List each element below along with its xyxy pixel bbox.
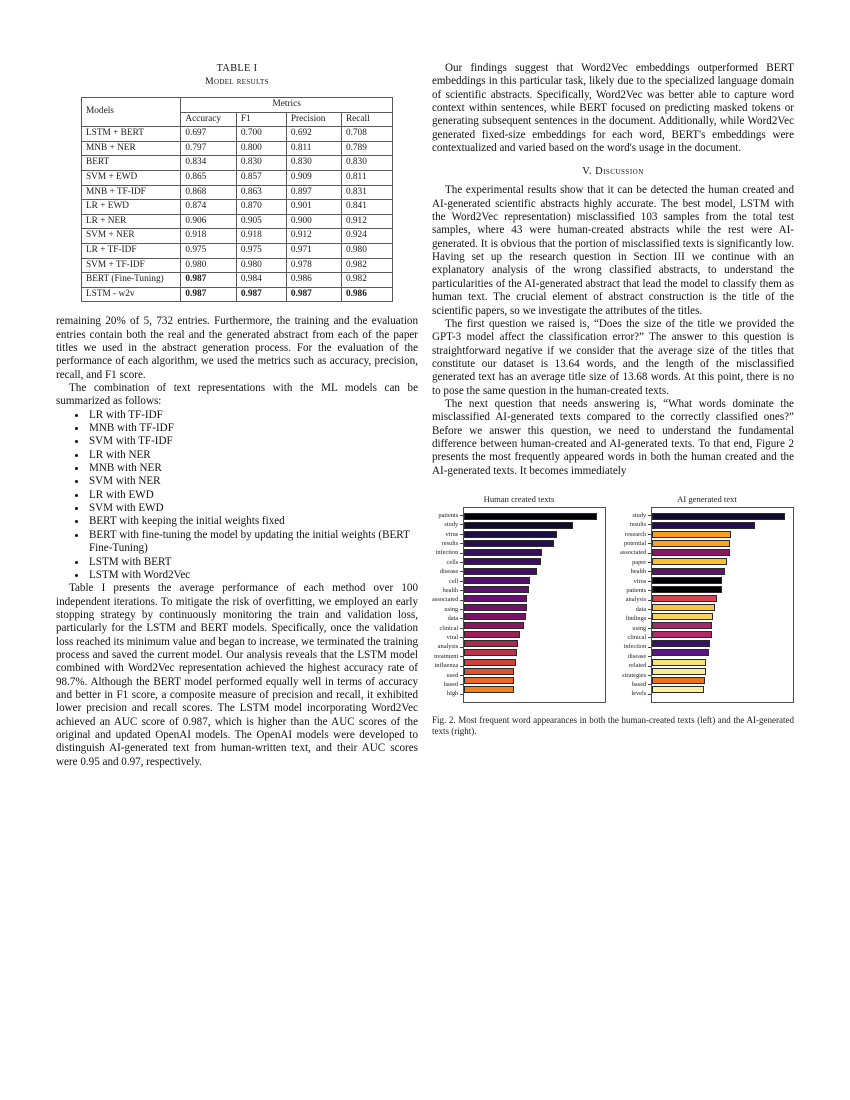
y-tick-label: paper [620,558,651,567]
section-heading-discussion: V. Discussion [582,166,644,178]
cell-recall: 0.811 [341,170,392,185]
bar-row [652,685,793,694]
bar [464,631,520,638]
y-tick-label: disease [620,652,651,661]
y-tick-label: infection [432,549,463,558]
y-tick-label: cells [432,558,463,567]
table-row [82,258,393,273]
bar [652,649,709,656]
list-item: • LR with NER [87,449,418,462]
bar [464,577,530,584]
right-paragraph-3: The first question we raised is, “Does the size of the title we provided the GPT-3 model affect the classification error?” The answer to this question is straightforward negative if we consider that the average size of the titles that constitute our dataset is 13.64 words, and the length of the misclassified generated text has an average title size of 13.68 words. At this point, there is no to pose the same question in the human-created texts. [432,317,794,397]
cell-accuracy: 0.987 [181,287,236,302]
table-row [82,185,393,200]
bar [652,686,704,693]
bar-row [464,648,605,657]
bar [652,577,722,584]
cell-precision: 0.900 [286,214,341,229]
bar-row [464,576,605,585]
y-tick-label: health [620,567,651,576]
bar [652,522,756,529]
cell-recall: 0.789 [341,141,392,156]
chart-human-created-texts [432,494,606,703]
bar-row [464,539,605,548]
bar [464,586,529,593]
table-number: TABLE I [216,63,258,74]
bar [464,668,514,675]
y-tick-label: analysis [432,643,463,652]
right-paragraph-1: Our findings suggest that Word2Vec embeddings outperformed BERT embeddings in this particular task, likely due to the specialized language domain of scientific abstracts. Specifically, Word2Vec was better able to capture word context within sentences, while BERT focused on predicting masked tokens or generating subsequent sentences in the document. Additionally, while Word2Vec generated fixed-size embeddings for each word, BERT's embeddings were contextualized and varied based on the word's usage in the document. [432,62,794,155]
bar [464,604,528,611]
cell-model: LR + NER [82,214,181,229]
bar [464,677,514,684]
y-tick-label: results [620,520,651,529]
y-tick-label: associated [432,596,463,605]
bar [464,540,554,547]
cell-accuracy: 0.987 [181,273,236,288]
cell-precision: 0.692 [286,127,341,142]
y-axis-labels-human [432,507,463,703]
cell-precision: 0.986 [286,273,341,288]
cell-f1: 0.905 [236,214,286,229]
left-paragraph-2: The combination of text representations with the ML models can be summarized as follows: [56,382,418,408]
cell-precision: 0.987 [286,287,341,302]
bar-row [464,557,605,566]
left-column [56,62,418,769]
bar [652,659,706,666]
chart-title-human: Human created texts [483,493,555,504]
table-head-row-1 [82,98,393,113]
bar-row [464,567,605,576]
y-tick-label: cell [432,577,463,586]
cell-f1: 0.987 [236,287,286,302]
cell-precision: 0.897 [286,185,341,200]
bar [464,640,518,647]
bar-row [464,630,605,639]
cell-f1: 0.800 [236,141,286,156]
table-row [82,200,393,215]
bar-row [652,530,793,539]
y-tick-label: analysis [620,596,651,605]
bar-row [652,630,793,639]
bar-row [464,594,605,603]
y-tick-label: strategies [620,671,651,680]
y-tick-label: data [620,605,651,614]
cell-model: BERT (Fine-Tuning) [82,273,181,288]
bar-row [652,676,793,685]
cell-accuracy: 0.906 [181,214,236,229]
cell-model: MNB + TF-IDF [82,185,181,200]
col-header-precision: Precision [286,112,341,127]
cell-f1: 0.857 [236,170,286,185]
bar-row [464,548,605,557]
col-header-metrics: Metrics [181,98,393,113]
col-header-accuracy: Accuracy [181,112,236,127]
y-tick-label: used [432,671,463,680]
y-tick-label: levels [620,690,651,699]
cell-f1: 0.870 [236,200,286,215]
table-row [82,273,393,288]
y-tick-label: based [432,680,463,689]
cell-model: SVM + NER [82,229,181,244]
list-item: • BERT with keeping the initial weights fixed [87,515,418,528]
y-tick-label: treatment [432,652,463,661]
y-tick-label: using [432,605,463,614]
bar-row [464,621,605,630]
cell-f1: 0.984 [236,273,286,288]
bar [652,568,725,575]
bar-row [652,521,793,530]
cell-f1: 0.863 [236,185,286,200]
bar-row [652,585,793,594]
bar-row [652,612,793,621]
cell-recall: 0.986 [341,287,392,302]
table-row [82,156,393,171]
y-tick-label: associated [620,549,651,558]
bar [464,659,516,666]
table-i-block [56,62,418,302]
bar [464,595,528,602]
bar-row [464,639,605,648]
y-tick-label: based [620,680,651,689]
chart-ai-generated-text [620,494,794,703]
cell-recall: 0.830 [341,156,392,171]
bar-row [652,621,793,630]
list-item: • LSTM with Word2Vec [87,569,418,582]
bar [652,558,728,565]
cell-precision: 0.811 [286,141,341,156]
cell-recall: 0.841 [341,200,392,215]
y-tick-label: patients [620,586,651,595]
y-tick-label: health [432,586,463,595]
y-tick-label: research [620,530,651,539]
cell-recall: 0.980 [341,243,392,258]
cell-model: MNB + NER [82,141,181,156]
list-item: • MNB with NER [87,462,418,475]
y-tick-label: clinical [432,624,463,633]
list-item: • LR with TF-IDF [87,409,418,422]
cell-recall: 0.982 [341,273,392,288]
table-row [82,214,393,229]
bar-row [652,603,793,612]
bar [652,613,713,620]
list-item: • BERT with fine-tuning the model by updating the initial weights (BERT Fine-Tuning) [87,529,418,556]
y-tick-label: disease [432,567,463,576]
bar-row [652,594,793,603]
cell-model: SVM + TF-IDF [82,258,181,273]
cell-accuracy: 0.980 [181,258,236,273]
table-caption: Model results [205,76,269,87]
bar-row [464,512,605,521]
cell-f1: 0.700 [236,127,286,142]
plot-area-ai [651,507,794,703]
chart-body-human [432,507,606,703]
bar [652,640,710,647]
bar-row [464,657,605,666]
bar-row [464,612,605,621]
cell-recall: 0.708 [341,127,392,142]
bar-row [652,557,793,566]
y-tick-label: potential [620,539,651,548]
cell-f1: 0.830 [236,156,286,171]
table-row [82,243,393,258]
bar [652,668,706,675]
cell-f1: 0.975 [236,243,286,258]
table-row [82,229,393,244]
list-item: • LSTM with BERT [87,556,418,569]
bar [652,595,717,602]
bar [464,558,541,565]
bar-row [464,685,605,694]
bar-row [464,530,605,539]
cell-model: BERT [82,156,181,171]
bar [652,631,712,638]
cell-model: LR + EWD [82,200,181,215]
col-header-models: Models [82,98,181,127]
bar-row [652,548,793,557]
cell-accuracy: 0.834 [181,156,236,171]
y-tick-label: viral [432,633,463,642]
bar [464,622,524,629]
bar [464,531,557,538]
plot-area-human [463,507,606,703]
cell-accuracy: 0.868 [181,185,236,200]
figure-caption: Fig. 2. Most frequent word appearances in both the human-created texts (left) and the AI-generated texts (right). [432,714,794,737]
cell-precision: 0.912 [286,229,341,244]
cell-f1: 0.918 [236,229,286,244]
list-item: • LR with EWD [87,489,418,502]
list-item: • SVM with EWD [87,502,418,515]
right-paragraph-2: The experimental results show that it can be detected the human created and AI-generated scientific abstracts highly accurate. The best model, LSTM with the Word2Vec representation) misclassified 103 samples from the total test samples, where 43 were human-created abstracts while the rest were AI-generated. It is obvious that the portion of misclassified texts is significantly low. Having set up the research question in Section III we continue with an explanatory analysis of the wrong classified abstracts, to understand the particularities of the AI-generated abstract that lead the model to classify them as human text. The crucial element of abstract construction is the title of the scientific papers, so we investigate the attributes of the titles. [432,184,794,317]
left-paragraph-3: Table I presents the average performance of each method over 100 independent iterations. To mitigate the risk of overfitting, we employed an early stopping strategy by continuously monitoring the train and validation loss, particularly for the LSTM and BERT models. Specifically, once the validation loss reached its minimum value and began to increase, we terminated the training process and saved the current model. Our analysis reveals that the LSTM model combined with Word2Vec representation achieved the highest accuracy rate of 98.7%. Although the BERT model performed equally well in terms of accuracy and better in F1 score, a composite measure of precision and recall, it exhibited lower precision and recall scores. The LSTM model incorporating Word2Vec achieved an AUC score of 0.987, which is higher than the AUC scores of the original and updated OpenAI models. The OpenAI models were developed to distinguish AI-generated text from human-written text, and their AUC scores were 0.95 and 0.97, respectively. [56,582,418,768]
bar [652,677,705,684]
bar-row [464,676,605,685]
chart-title-ai: AI generated text [677,493,737,504]
y-tick-label: related [620,661,651,670]
y-tick-label: virus [620,577,651,586]
list-item: • SVM with TF-IDF [87,435,418,448]
cell-precision: 0.909 [286,170,341,185]
bar [464,522,573,529]
bar-row [652,667,793,676]
cell-precision: 0.971 [286,243,341,258]
table-row [82,170,393,185]
charts-row [432,494,794,703]
y-tick-label: infection [620,643,651,652]
bar [652,531,732,538]
table-head [82,98,393,127]
y-tick-label: virus [432,530,463,539]
table-row [82,287,393,302]
cell-f1: 0.980 [236,258,286,273]
right-paragraph-4: The next question that needs answering is, “What words dominate the misclassified AI-generated texts compared to the correctly classified ones?” Before we answer this question, we need to understand the fundamental difference between human-created and AI-generated texts. To that end, Figure 2 presents the most frequently appeared words in both the human created and the AI-generated texts. It becomes immediately [432,397,794,477]
cell-recall: 0.924 [341,229,392,244]
y-tick-label: data [432,614,463,623]
y-tick-label: high [432,690,463,699]
bar [652,549,730,556]
bar [652,604,716,611]
y-tick-label: influenza [432,661,463,670]
y-tick-label: patients [432,511,463,520]
bar [464,513,597,520]
list-item: • MNB with TF-IDF [87,422,418,435]
bar-row [652,567,793,576]
bar [652,513,785,520]
y-axis-labels-ai [620,507,651,703]
cell-accuracy: 0.975 [181,243,236,258]
bar [652,540,730,547]
y-tick-label: results [432,539,463,548]
cell-accuracy: 0.918 [181,229,236,244]
cell-recall: 0.831 [341,185,392,200]
bar-row [652,639,793,648]
figure-2 [432,494,794,737]
model-combination-list [56,409,418,582]
cell-precision: 0.830 [286,156,341,171]
cell-accuracy: 0.874 [181,200,236,215]
chart-body-ai [620,507,794,703]
model-results-table [81,97,393,302]
y-tick-label: using [620,624,651,633]
cell-precision: 0.978 [286,258,341,273]
bar-row [464,585,605,594]
bar-row [652,512,793,521]
cell-accuracy: 0.697 [181,127,236,142]
y-tick-label: study [432,520,463,529]
y-tick-label: clinical [620,633,651,642]
bar [464,613,526,620]
bar [464,686,514,693]
cell-model: LSTM + BERT [82,127,181,142]
bar [652,622,712,629]
bar-row [652,539,793,548]
bar-row [464,667,605,676]
bar [652,586,722,593]
bar [464,568,537,575]
bar-row [652,576,793,585]
right-column [432,62,794,737]
cell-model: SVM + EWD [82,170,181,185]
cell-precision: 0.901 [286,200,341,215]
cell-accuracy: 0.797 [181,141,236,156]
bar-row [652,657,793,666]
bar-row [652,648,793,657]
col-header-f1: F1 [236,112,286,127]
cell-recall: 0.912 [341,214,392,229]
table-row [82,127,393,142]
table-body [82,127,393,302]
cell-recall: 0.982 [341,258,392,273]
cell-accuracy: 0.865 [181,170,236,185]
bar-row [464,521,605,530]
y-tick-label: study [620,511,651,520]
y-tick-label: findings [620,614,651,623]
bar-row [464,603,605,612]
list-item: • SVM with NER [87,475,418,488]
left-paragraph-1: remaining 20% of 5, 732 entries. Furthermore, the training and the evaluation entries contain both the real and the generated abstract from each of the paper titles we used in the abstract generation process. For the evaluation of the performance of each algorithm, we used the metrics such as accuracy, precision, recall, and F1 score. [56,315,418,381]
bar [464,549,542,556]
cell-model: LR + TF-IDF [82,243,181,258]
col-header-recall: Recall [341,112,392,127]
cell-model: LSTM - w2v [82,287,181,302]
bar [464,649,517,656]
table-row [82,141,393,156]
